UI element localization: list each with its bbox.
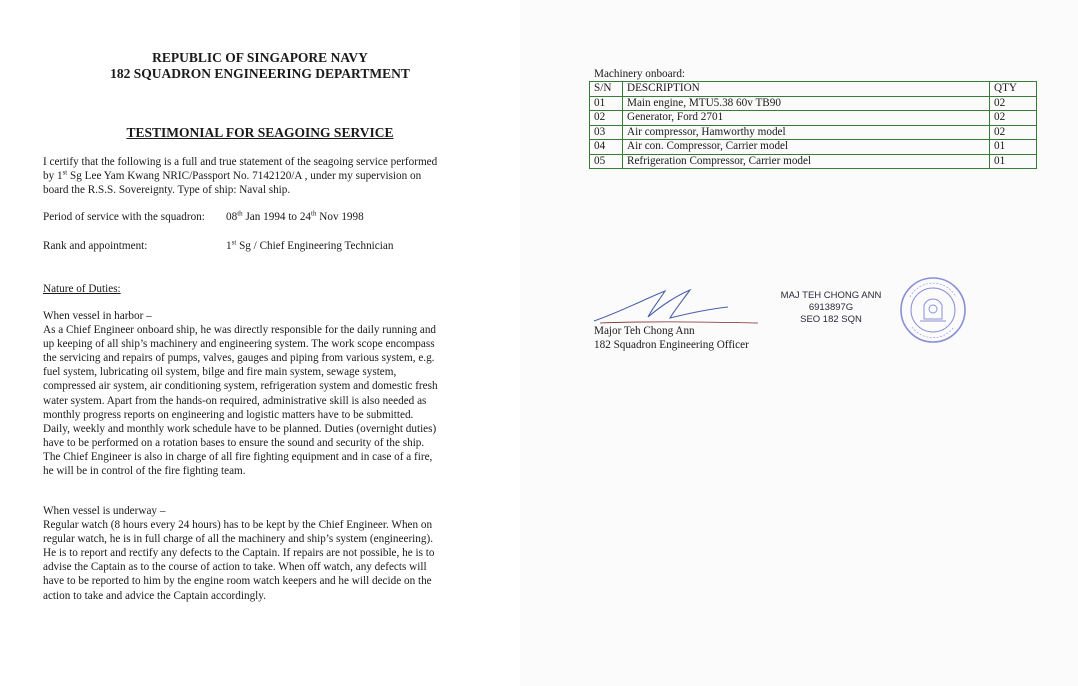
period-label: Period of service with the squadron: (43, 211, 205, 223)
harbor-line: compressed air system, air conditioning system, refrigeration system and domestic fresh (43, 380, 438, 393)
table-cell: 01 (990, 154, 1037, 169)
table-row (590, 140, 1037, 155)
machinery-table (589, 81, 1037, 169)
table-cell: 01 (990, 140, 1037, 155)
table-cell: 02 (590, 111, 623, 126)
harbor-line: fuel system, lubricating oil system, bilge and fire main system, sewage system, (43, 366, 397, 379)
harbor-line: he will be in control of the fire fighting team. (43, 465, 246, 477)
underway-line: have to be reported to him by the engine room watch keepers and he will decide on the (43, 575, 432, 588)
underway-line: Regular watch (8 hours every 24 hours) has to be kept by the Chief Engineer. When on (43, 519, 433, 531)
header-line-1: REPUBLIC OF SINGAPORE NAVY (152, 50, 368, 65)
table-header-row (590, 82, 1037, 97)
harbor-heading: When vessel in harbor – (43, 310, 152, 322)
machinery-caption: Machinery onboard: (594, 68, 686, 80)
certify-line-2: by 1st Sg Lee Yam Kwang NRIC/Passport No. 7142120/A , under my supervision on (43, 168, 422, 182)
harbor-line: As a Chief Engineer onboard ship, he was directly responsible for the daily running and (43, 324, 437, 336)
document-title: TESTIMONIAL FOR SEAGOING SERVICE (126, 125, 394, 140)
table-row (590, 96, 1037, 111)
period-value: 08th Jan 1994 to 24th Nov 1998 (226, 209, 364, 223)
table-row (590, 111, 1037, 126)
rank-label: Rank and appointment: (43, 240, 148, 252)
table-cell: Air con. Compressor, Carrier model (623, 140, 990, 155)
harbor-line: the servicing and repairs of pumps, valves, gauges and piping from various system, e.g. (43, 352, 435, 365)
certify-line-1: I certify that the following is a full and true statement of the seagoing service performed (43, 156, 438, 168)
stamp-line-1: MAJ TEH CHONG ANN (780, 290, 882, 301)
table-cell: 03 (590, 125, 623, 140)
underway-heading: When vessel is underway – (43, 505, 166, 517)
harbor-line: Daily, weekly and monthly work schedule have to be planned. Duties (overnight duties) (43, 422, 437, 435)
harbor-line: The Chief Engineer is also in charge of all fire fighting equipment and in case of a fire, (43, 450, 433, 463)
table-header-cell: QTY (990, 82, 1037, 97)
officer-title: 182 Squadron Engineering Officer (594, 339, 749, 351)
certify-line-3: board the R.S.S. Sovereignty. Type of ship: Naval ship. (43, 184, 291, 196)
table-cell: Air compressor, Hamworthy model (623, 125, 990, 140)
rank-value: 1st Sg / Chief Engineering Technician (226, 238, 394, 252)
underway-line: He is to report and rectify any defects to the Captain. If repairs are not possible, he is to (43, 547, 435, 560)
underway-line: action to take and advice the Captain accordingly. (43, 589, 266, 602)
table-cell: Main engine, MTU5.38 60v TB90 (623, 96, 990, 111)
table-header-cell: S/N (590, 82, 623, 97)
table-cell: 02 (990, 125, 1037, 140)
harbor-line: monthly progress reports on engineering and logistic matters have to be submitted. (43, 408, 414, 421)
table-cell: 01 (590, 96, 623, 111)
underway-line: advise the Captain as to the course of action to take. When off watch, any defects will (43, 561, 427, 574)
harbor-line: up keeping of all ship’s machinery and engineering system. The work scope encompass (43, 338, 435, 351)
table-cell: 02 (990, 96, 1037, 111)
table-row (590, 125, 1037, 140)
officer-name: Major Teh Chong Ann (594, 325, 695, 337)
harbor-line: have to be performed on a rotation bases to ensure the sound and security of the ship. (43, 436, 425, 449)
table-cell: Refrigeration Compressor, Carrier model (623, 154, 990, 169)
table-cell: Generator, Ford 2701 (623, 111, 990, 126)
stamp-line-2: 6913897G (808, 302, 854, 313)
header-line-2: 182 SQUADRON ENGINEERING DEPARTMENT (110, 66, 410, 81)
table-cell: 02 (990, 111, 1037, 126)
table-cell: 05 (590, 154, 623, 169)
table-row (590, 154, 1037, 169)
harbor-line: water system. Apart from the hands-on required, administrative skill is also needed as (43, 394, 427, 407)
stamp-line-3: SEO 182 SQN (800, 314, 862, 325)
signature-image (590, 287, 765, 327)
table-header-cell: DESCRIPTION (623, 82, 990, 97)
underway-line: regular watch, he is in full charge of all the machinery and ship’s system (engineering). (43, 533, 433, 546)
table-cell: 04 (590, 140, 623, 155)
official-seal-icon (898, 275, 968, 345)
duties-heading: Nature of Duties: (43, 283, 121, 295)
